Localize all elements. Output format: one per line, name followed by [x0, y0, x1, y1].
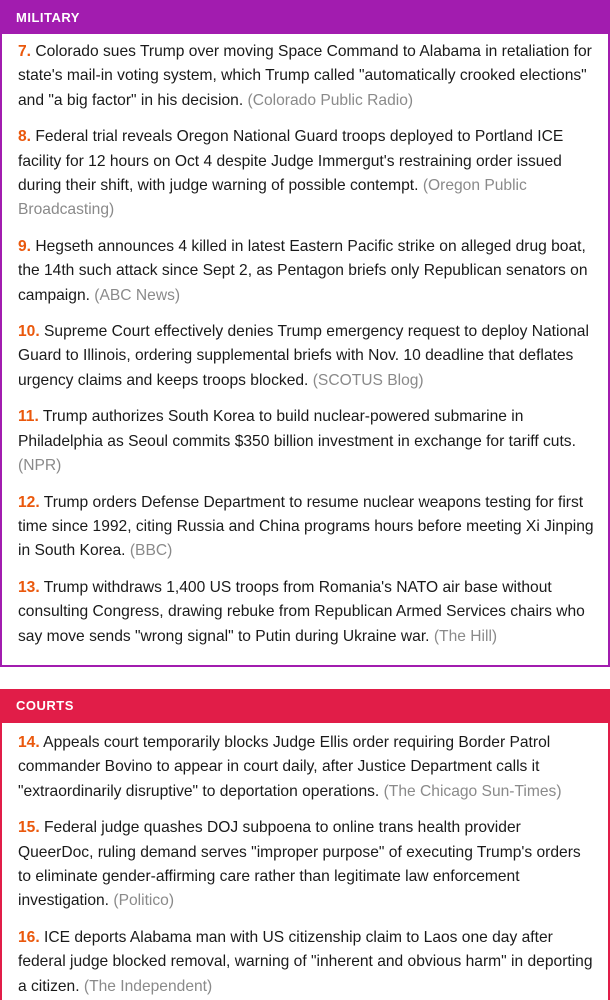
military-section-header: [2, 0, 608, 34]
courts-section: [0, 689, 610, 1000]
news-item: [18, 926, 594, 999]
item-text: Trump authorizes South Korea to build nuclear-powered submarine in Philadelphia as Seoul commits $350 billion investment in exchange for tariff cuts.: [18, 408, 576, 450]
news-item: [18, 405, 594, 478]
item-number: 10.: [18, 323, 40, 341]
item-number: 11.: [18, 408, 39, 426]
item-text: Trump withdraws 1,400 US troops from Romania's NATO air base without consulting Congress, drawing rebuke from Republican Armed Services chairs who say move sends "wrong signal" to Putin during Ukraine war.: [18, 578, 585, 645]
item-source-link[interactable]: (NPR): [18, 457, 62, 475]
news-item: [18, 320, 594, 393]
news-item: [18, 731, 594, 804]
courts-section-title: COURTS: [16, 698, 74, 714]
news-item: [18, 491, 594, 564]
item-text: Federal trial reveals Oregon National Guard troops deployed to Portland ICE facility for 12 hours on Oct 4 despite Judge Immergut's restraining order issued during their shift, with judge warning of possible contempt.: [18, 128, 564, 195]
military-items-list: [2, 34, 608, 665]
item-source-link[interactable]: (SCOTUS Blog): [312, 371, 424, 389]
item-source-link[interactable]: (ABC News): [94, 286, 181, 304]
news-item: [18, 40, 594, 113]
courts-section-header: [2, 689, 608, 723]
item-number: 15.: [18, 819, 40, 837]
item-number: 7.: [18, 43, 32, 60]
item-text: Federal judge quashes DOJ subpoena to online trans health provider QueerDoc, ruling demand serves "improper purpose" of executing Trump's orders to eliminate gender-affirming care rather than legitimate law enforcement investigation.: [18, 819, 581, 910]
courts-items-list: [2, 723, 608, 1000]
item-text: Hegseth announces 4 killed in latest Eastern Pacific strike on alleged drug boat, the 14th such attack since Sept 2, as Pentagon briefs only Republican senators on campaign.: [18, 237, 588, 304]
item-source-link[interactable]: (The Hill): [433, 627, 498, 645]
item-source-link[interactable]: (Oregon Public Broadcasting): [18, 177, 527, 219]
news-item: [18, 125, 594, 223]
item-number: 16.: [18, 928, 40, 946]
item-number: 14.: [18, 733, 40, 751]
news-item: [18, 576, 594, 649]
item-source-link[interactable]: (Politico): [113, 892, 175, 910]
item-text: Trump orders Defense Department to resume nuclear weapons testing for first time since 1992, citing Russia and China programs hours before meeting Xi Jinping in South Korea.: [18, 493, 594, 560]
section-spacer: [0, 667, 610, 689]
item-number: 12.: [18, 493, 40, 511]
item-number: 13.: [18, 578, 40, 596]
news-item: [18, 235, 594, 308]
item-text: Supreme Court effectively denies Trump emergency request to deploy National Guard to Illinois, ordering supplemental briefs with Nov. 10 deadline that deflates urgency claims and keeps troops blocked.: [18, 323, 589, 389]
item-text: Colorado sues Trump over moving Space Command to Alabama in retaliation for state's mail-in voting system, which Trump called "automatically crooked elections" and "a big factor" in his decision.: [18, 43, 592, 109]
item-text: ICE deports Alabama man with US citizenship claim to Laos one day after federal judge blocked removal, warning of "inherent and obvious harm" in deporting a citizen.: [18, 928, 593, 995]
item-source-link[interactable]: (The Chicago Sun-Times): [383, 782, 562, 800]
item-number: 9.: [18, 237, 32, 255]
item-number: 8.: [18, 128, 32, 146]
military-section-title: MILITARY: [16, 9, 80, 25]
item-source-link[interactable]: (The Independent): [83, 977, 213, 995]
item-source-link[interactable]: (BBC): [129, 542, 173, 560]
news-item: [18, 816, 594, 914]
item-text: Appeals court temporarily blocks Judge Ellis order requiring Border Patrol commander Bovino to appear in court daily, after Justice Department calls it "extraordinarily disruptive" to deportation operations.: [18, 733, 551, 800]
item-source-link[interactable]: (Colorado Public Radio): [247, 91, 414, 109]
